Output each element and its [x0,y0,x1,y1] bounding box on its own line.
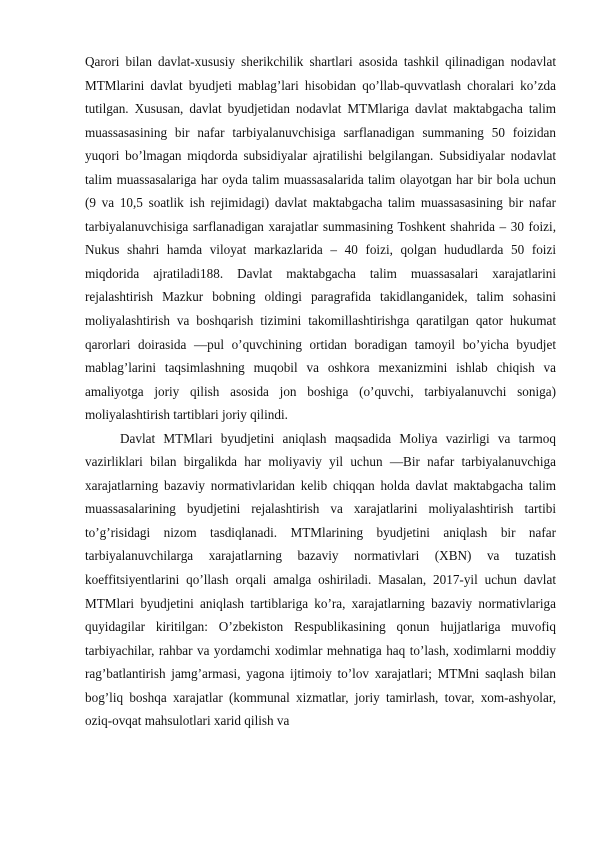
document-body [85,50,556,733]
paragraph-2: Davlat MTMlari byudjetini aniqlash maqsadida Moliya vazirligi va tarmoq vazirliklari bilan birgalikda har moliyaviy yil uchun ―Bir nafar tarbiyalanuvchiga xarajatlarning bazaviy normativlaridan kelib chiqqan holda davlat maktabgacha talim muassasalarining byudjetini rejalashtirish va xarajatlarini moliyalashtirish tartibi to’g’risidagi nizom tasdiqlanadi. MTMlarining byudjetini aniqlash bir nafar tarbiyalanuvchilarga xarajatlarning bazaviy normativlari (XBN) va tuzatish koeffitsiyentlarini qo’llash orqali amalga oshiriladi. Masalan, 2017-yil uchun davlat MTMlari byudjetini aniqlash tartiblariga ko’ra, xarajatlarning bazaviy normativlariga quyidagilar kiritilgan: O’zbekiston Respublikasining qonun hujjatlariga muvofiq tarbiyachilar, rahbar va yordamchi xodimlar mehnatiga haq to’lash, xodimlarni moddiy rag’batlantirish jamg’armasi, yagona ijtimoiy to’lov xarajatlari; MTMni saqlash bilan bog’liq boshqa xarajatlar (kommunal xizmatlar, joriy tamirlash, tovar, xom-ashyolar, oziq-ovqat mahsulotlari xarid qilish va [85,430,556,729]
paragraph-1: Qarori bilan davlat-xususiy sherikchilik shartlari asosida tashkil qilinadigan nodavlat MTMlarini davlat byudjeti mablag’lari hisobidan qo’llab-quvvatlash choralari ko’zda tutilgan. Xususan, davlat byudjetidan nodavlat MTMlariga davlat maktabgacha talim muassasasining bir nafar tarbiyalanuvchisiga sarflanadigan summaning 50 foizidan yuqori bo’lmagan miqdorda subsidiyalar ajratilishi belgilangan. Subsidiyalar nodavlat talim muassasalariga har oyda talim muassasalarida talim olayotgan har bir bola uchun (9 va 10,5 soatlik ish rejimidagi) davlat maktabgacha talim muassasasining bir nafar tarbiyalanuvchisiga sarflanadigan xarajatlar summasining Toshkent shahrida – 30 foizi, Nukus shahri hamda viloyat markazlarida – 40 foizi, qolgan hududlarda 50 foizi miqdorida ajratiladi188. Davlat maktabgacha talim muassasalari xarajatlarini rejalashtirish Mazkur bobning oldingi paragrafida takidlanganidek, talim sohasini moliyalashtirish va boshqarish tizimini takomillashtirishga qaratilgan qator hukumat qarorlari doirasida ―pul o’quvchining ortidan boradigan tamoyil bo’yicha byudjet mablag’larini taqsimlashning muqobil va oshkora mexanizmini ishlab chiqish va amaliyotga joriy qilish asosida jon boshiga (o’quvchi, tarbiyalanuvchi soniga) moliyalashtirish tartiblari joriy qilindi. [85,54,556,423]
